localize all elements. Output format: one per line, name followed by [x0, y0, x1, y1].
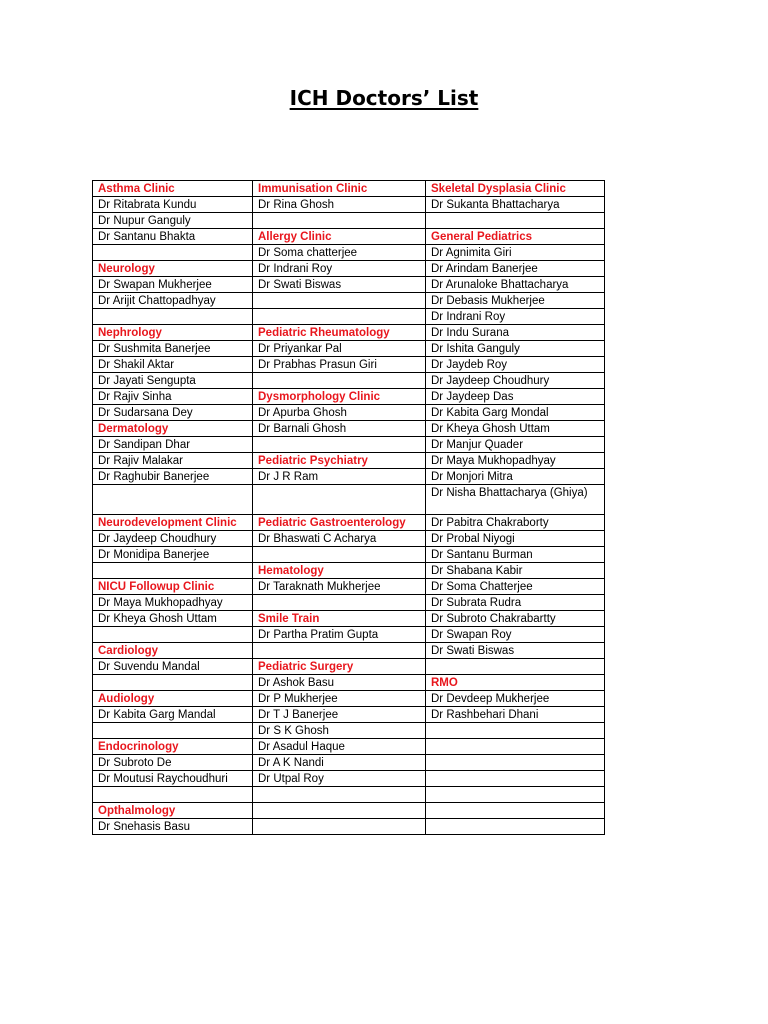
- doctor-cell: [93, 627, 253, 643]
- section-heading: RMO: [426, 675, 605, 691]
- doctor-cell: Dr Subroto De: [93, 755, 253, 771]
- doctor-cell: Dr Maya Mukhopadhyay: [426, 453, 605, 469]
- doctor-cell: Dr Rajiv Sinha: [93, 389, 253, 405]
- table-row: [93, 611, 605, 627]
- doctor-cell: Dr Arindam Banerjee: [426, 261, 605, 277]
- doctor-cell: Dr Bhaswati C Acharya: [253, 531, 426, 547]
- doctor-cell: Dr Maya Mukhopadhyay: [93, 595, 253, 611]
- doctor-cell: Dr Santanu Burman: [426, 547, 605, 563]
- table-row: [93, 261, 605, 277]
- doctor-cell: [253, 309, 426, 325]
- doctor-cell: Dr Rajiv Malakar: [93, 453, 253, 469]
- table-row: [93, 515, 605, 531]
- doctor-cell: Dr Swapan Mukherjee: [93, 277, 253, 293]
- doctor-cell: Dr Pabitra Chakraborty: [426, 515, 605, 531]
- doctor-cell: Dr Jaydeb Roy: [426, 357, 605, 373]
- doctor-cell: Dr A K Nandi: [253, 755, 426, 771]
- doctor-cell: Dr Nupur Ganguly: [93, 213, 253, 229]
- doctor-cell: Dr Debasis Mukherjee: [426, 293, 605, 309]
- page-title: ICH Doctors’ List: [289, 86, 479, 110]
- table-row: [93, 373, 605, 389]
- doctor-cell: [253, 293, 426, 309]
- doctor-cell: [253, 547, 426, 563]
- doctor-cell: Dr Kheya Ghosh Uttam: [93, 611, 253, 627]
- section-heading: Pediatric Rheumatology: [253, 325, 426, 341]
- doctor-cell: Dr Jayati Sengupta: [93, 373, 253, 389]
- doctor-cell: Dr S K Ghosh: [253, 723, 426, 739]
- doctor-cell: [93, 563, 253, 579]
- table-row: [93, 437, 605, 453]
- doctor-cell: Dr P Mukherjee: [253, 691, 426, 707]
- doctor-cell: Dr Ashok Basu: [253, 675, 426, 691]
- doctor-cell: Dr T J Banerjee: [253, 707, 426, 723]
- section-heading: Allergy Clinic: [253, 229, 426, 245]
- table-row: [93, 325, 605, 341]
- doctor-cell: Dr Raghubir Banerjee: [93, 469, 253, 485]
- section-heading: Hematology: [253, 563, 426, 579]
- doctor-cell: [426, 723, 605, 739]
- doctor-cell: [253, 437, 426, 453]
- section-heading: Pediatric Surgery: [253, 659, 426, 675]
- doctor-cell: [253, 787, 426, 803]
- table-row: [93, 485, 605, 515]
- doctor-cell: Dr Partha Pratim Gupta: [253, 627, 426, 643]
- doctor-cell: Dr Devdeep Mukherjee: [426, 691, 605, 707]
- table-row: [93, 469, 605, 485]
- doctor-cell: Dr Prabhas Prasun Giri: [253, 357, 426, 373]
- section-heading: Neurodevelopment Clinic: [93, 515, 253, 531]
- doctor-cell: Dr Suvendu Mandal: [93, 659, 253, 675]
- table-row: [93, 229, 605, 245]
- table-row: [93, 357, 605, 373]
- table-row: [93, 819, 605, 835]
- doctor-cell: Dr J R Ram: [253, 469, 426, 485]
- doctor-cell: Dr Kabita Garg Mondal: [426, 405, 605, 421]
- section-heading: Smile Train: [253, 611, 426, 627]
- table-row: [93, 277, 605, 293]
- doctors-table: [92, 180, 605, 835]
- doctor-cell: Dr Indu Surana: [426, 325, 605, 341]
- doctor-cell: Dr Subrata Rudra: [426, 595, 605, 611]
- doctor-cell: [253, 819, 426, 835]
- doctor-cell: Dr Agnimita Giri: [426, 245, 605, 261]
- section-heading: Endocrinology: [93, 739, 253, 755]
- doctor-cell: [426, 739, 605, 755]
- table-row: [93, 197, 605, 213]
- doctor-cell: Dr Indrani Roy: [253, 261, 426, 277]
- table-row: [93, 755, 605, 771]
- doctor-cell: Dr Jaydeep Choudhury: [93, 531, 253, 547]
- section-heading: Nephrology: [93, 325, 253, 341]
- doctor-cell: Dr Jaydeep Das: [426, 389, 605, 405]
- section-heading: Dysmorphology Clinic: [253, 389, 426, 405]
- section-heading: Neurology: [93, 261, 253, 277]
- doctor-cell: Dr Nisha Bhattacharya (Ghiya): [426, 485, 605, 515]
- doctors-table-body: [93, 181, 605, 835]
- doctor-cell: [426, 787, 605, 803]
- table-row: [93, 547, 605, 563]
- doctor-cell: Dr Santanu Bhakta: [93, 229, 253, 245]
- table-row: [93, 595, 605, 611]
- doctor-cell: Dr Ishita Ganguly: [426, 341, 605, 357]
- section-heading: Audiology: [93, 691, 253, 707]
- table-row: [93, 771, 605, 787]
- section-heading: Skeletal Dysplasia Clinic: [426, 181, 605, 197]
- doctor-cell: Dr Taraknath Mukherjee: [253, 579, 426, 595]
- table-row: [93, 707, 605, 723]
- doctor-cell: Dr Asadul Haque: [253, 739, 426, 755]
- doctor-cell: Dr Sushmita Banerjee: [93, 341, 253, 357]
- doctor-cell: Dr Snehasis Basu: [93, 819, 253, 835]
- section-heading: Asthma Clinic: [93, 181, 253, 197]
- table-row: [93, 691, 605, 707]
- doctor-cell: Dr Kheya Ghosh Uttam: [426, 421, 605, 437]
- table-row: [93, 181, 605, 197]
- table-row: [93, 453, 605, 469]
- doctor-cell: Dr Arijit Chattopadhyay: [93, 293, 253, 309]
- doctor-cell: [426, 771, 605, 787]
- doctor-cell: Dr Utpal Roy: [253, 771, 426, 787]
- table-row: [93, 531, 605, 547]
- section-heading: Dermatology: [93, 421, 253, 437]
- table-row: [93, 739, 605, 755]
- doctor-cell: Dr Sudarsana Dey: [93, 405, 253, 421]
- doctor-cell: [253, 373, 426, 389]
- doctor-cell: [253, 213, 426, 229]
- doctor-cell: [93, 675, 253, 691]
- doctor-cell: Dr Jaydeep Choudhury: [426, 373, 605, 389]
- doctor-cell: Dr Monidipa Banerjee: [93, 547, 253, 563]
- doctor-cell: [93, 485, 253, 515]
- doctor-cell: Dr Priyankar Pal: [253, 341, 426, 357]
- table-row: [93, 563, 605, 579]
- doctor-cell: Dr Soma chatterjee: [253, 245, 426, 261]
- doctor-cell: [253, 803, 426, 819]
- table-row: [93, 389, 605, 405]
- doctor-cell: [426, 213, 605, 229]
- doctor-cell: [253, 485, 426, 515]
- section-heading: Immunisation Clinic: [253, 181, 426, 197]
- section-heading: Pediatric Gastroenterology: [253, 515, 426, 531]
- table-row: [93, 213, 605, 229]
- doctor-cell: Dr Sukanta Bhattacharya: [426, 197, 605, 213]
- table-row: [93, 627, 605, 643]
- doctor-cell: [93, 723, 253, 739]
- doctor-cell: [93, 309, 253, 325]
- doctor-cell: Dr Barnali Ghosh: [253, 421, 426, 437]
- table-row: [93, 643, 605, 659]
- doctor-cell: Dr Arunaloke Bhattacharya: [426, 277, 605, 293]
- table-row: [93, 787, 605, 803]
- section-heading: General Pediatrics: [426, 229, 605, 245]
- table-row: [93, 341, 605, 357]
- section-heading: Opthalmology: [93, 803, 253, 819]
- doctor-cell: Dr Ritabrata Kundu: [93, 197, 253, 213]
- section-heading: Pediatric Psychiatry: [253, 453, 426, 469]
- doctor-cell: [253, 595, 426, 611]
- table-row: [93, 803, 605, 819]
- table-row: [93, 405, 605, 421]
- doctor-cell: [426, 755, 605, 771]
- doctor-cell: Dr Rina Ghosh: [253, 197, 426, 213]
- doctor-cell: Dr Monjori Mitra: [426, 469, 605, 485]
- doctor-cell: Dr Swati Biswas: [426, 643, 605, 659]
- table-row: [93, 579, 605, 595]
- section-heading: NICU Followup Clinic: [93, 579, 253, 595]
- doctor-cell: Dr Swati Biswas: [253, 277, 426, 293]
- table-row: [93, 309, 605, 325]
- doctor-cell: Dr Apurba Ghosh: [253, 405, 426, 421]
- doctor-cell: Dr Manjur Quader: [426, 437, 605, 453]
- doctor-cell: Dr Kabita Garg Mandal: [93, 707, 253, 723]
- doctor-cell: [253, 643, 426, 659]
- doctor-cell: Dr Subroto Chakrabartty: [426, 611, 605, 627]
- doctor-cell: [93, 787, 253, 803]
- doctor-cell: [426, 803, 605, 819]
- doctor-cell: Dr Soma Chatterjee: [426, 579, 605, 595]
- doctor-cell: [93, 245, 253, 261]
- doctor-cell: Dr Sandipan Dhar: [93, 437, 253, 453]
- doctor-cell: Dr Shabana Kabir: [426, 563, 605, 579]
- table-row: [93, 659, 605, 675]
- doctor-cell: Dr Shakil Aktar: [93, 357, 253, 373]
- doctor-cell: [426, 819, 605, 835]
- section-heading: Cardiology: [93, 643, 253, 659]
- table-row: [93, 245, 605, 261]
- doctor-cell: Dr Probal Niyogi: [426, 531, 605, 547]
- table-row: [93, 293, 605, 309]
- doctor-cell: [426, 659, 605, 675]
- table-row: [93, 723, 605, 739]
- doctor-cell: Dr Swapan Roy: [426, 627, 605, 643]
- table-row: [93, 675, 605, 691]
- table-row: [93, 421, 605, 437]
- doctor-cell: Dr Rashbehari Dhani: [426, 707, 605, 723]
- doctor-cell: Dr Indrani Roy: [426, 309, 605, 325]
- doctor-cell: Dr Moutusi Raychoudhuri: [93, 771, 253, 787]
